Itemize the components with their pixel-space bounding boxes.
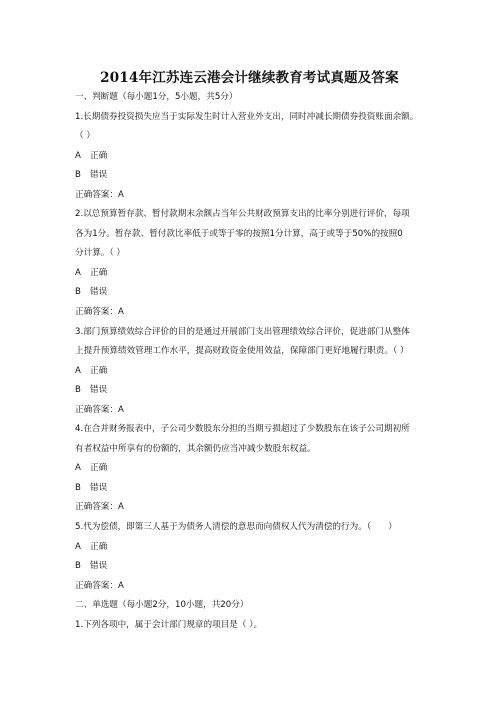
option-letter: A — [75, 267, 81, 278]
question-text: 2.以总预算暂存款、暂付款期末余额占当年公共财政预算支出的比率分别进行评价，每项 — [75, 209, 410, 220]
answer-option — [75, 283, 425, 303]
option-letter: B — [75, 561, 81, 572]
question-text: 上提升预算绩效管理工作水平，提高财政资金使用效益，保障部门更好地履行职责。（ ） — [75, 346, 409, 357]
answer-option — [75, 147, 425, 167]
option-text: 正确 — [90, 541, 108, 552]
option-letter: B — [75, 385, 81, 396]
question-text: 各为1分。暂存款、暂付款比率低于或等于零的按照1分计算，高于或等于50%的按照0 — [75, 228, 403, 239]
answer-option — [75, 362, 425, 382]
section-heading: 一、判断题（每小题1分，5小题，共5分） — [75, 92, 238, 102]
question-text: 4.在合并财务报表中，子公司少数股东分担的当期亏损超过了少数股东在该子公司期初所 — [75, 424, 410, 435]
option-text: 错误 — [90, 170, 108, 181]
option-text: 正确 — [90, 365, 108, 376]
option-letter: A — [75, 541, 81, 552]
option-text: 错误 — [90, 385, 108, 396]
answer-option — [75, 166, 425, 186]
question-text: 3.部门预算绩效综合评价的目的是通过开展部门支出管理绩效综合评价，促进部门从整体 — [75, 326, 410, 337]
option-text: 错误 — [90, 561, 108, 572]
option-letter: A — [75, 150, 81, 161]
document-body — [75, 88, 425, 635]
option-letter: B — [75, 287, 81, 298]
question-text: 有者权益中所享有的份额的，其余额仍应当冲减少数股东权益。 — [75, 443, 316, 454]
answer-option — [75, 264, 425, 284]
question-text: 1.下列各项中，属于会计部门规章的项目是（ ）。 — [75, 619, 263, 630]
answer-option — [75, 381, 425, 401]
option-text: 正确 — [90, 267, 108, 278]
option-letter: B — [75, 170, 81, 181]
answer-option — [75, 557, 425, 577]
answer-option — [75, 459, 425, 479]
correct-answer: 正确答案：A — [75, 502, 124, 513]
correct-answer: 正确答案：A — [75, 404, 124, 415]
option-text: 错误 — [90, 482, 108, 493]
question-text: 5.代为偿债，即第三人基于为债务人清偿的意思而向债权人代为清偿的行为。（ ） — [75, 522, 397, 533]
question-text: （ ） — [75, 131, 95, 142]
correct-answer: 正确答案：A — [75, 189, 124, 200]
page-title: 2014年江苏连云港会计继续教育考试真题及答案 — [100, 70, 399, 86]
question-text: 1.长期债券投资损失应当于实际发生时计入营业外支出，同时冲减长期债券投资账面余额。 — [75, 111, 419, 122]
option-text: 错误 — [90, 287, 108, 298]
option-text: 正确 — [90, 150, 108, 161]
answer-option — [75, 538, 425, 558]
correct-answer: 正确答案：A — [75, 580, 124, 591]
answer-option — [75, 479, 425, 499]
question-text: 分计算。（ ） — [75, 248, 125, 259]
section-heading: 二、单选题（每小题2分，10小题，共20分） — [75, 600, 249, 611]
option-letter: B — [75, 482, 81, 493]
option-letter: A — [75, 463, 81, 474]
option-text: 正确 — [90, 463, 108, 474]
correct-answer: 正确答案：A — [75, 307, 124, 318]
option-letter: A — [75, 365, 81, 376]
